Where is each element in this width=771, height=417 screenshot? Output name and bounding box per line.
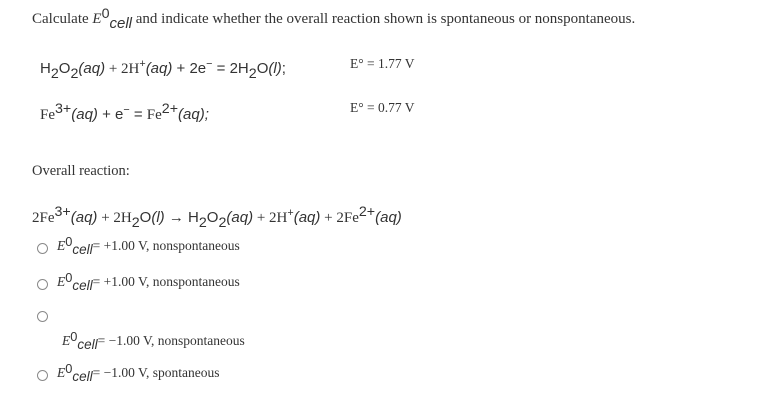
option-1-ecell: E0cell bbox=[57, 233, 93, 258]
option-2-radio[interactable] bbox=[37, 279, 48, 290]
half-reaction-2: Fe3+(aq) + e− = Fe2+(aq); bbox=[40, 100, 209, 123]
option-4-radio[interactable] bbox=[37, 370, 48, 381]
overall-reaction-label: Overall reaction: bbox=[32, 163, 130, 179]
option-4-label[interactable]: E0cell= −1.00 V, spontaneous bbox=[57, 360, 220, 385]
question-suffix: and indicate whether the overall reaction shown is spontaneous or nonspontaneous. bbox=[132, 11, 636, 27]
half-reaction-1-potential: E° = 1.77 V bbox=[350, 56, 415, 71]
option-1-label[interactable]: E0cell= +1.00 V, nonspontaneous bbox=[57, 233, 240, 258]
overall-reaction: 2Fe3+(aq) + 2H2O(l) → H2O2(aq) + 2H+(aq) + 2Fe2+(aq) bbox=[32, 203, 402, 231]
option-2-ecell: E0cell bbox=[57, 269, 93, 294]
question-prefix: Calculate bbox=[32, 11, 93, 27]
option-3-label[interactable]: E0cell= −1.00 V, nonspontaneous bbox=[62, 328, 245, 353]
ecell-symbol: E0cell bbox=[92, 6, 133, 32]
option-3-radio[interactable] bbox=[37, 311, 48, 322]
half-reaction-2-potential: E° = 0.77 V bbox=[350, 100, 415, 115]
option-4-ecell: E0cell bbox=[57, 360, 93, 385]
half-reaction-1: H2O2(aq) + 2H+(aq) + 2e− = 2H2O(l); bbox=[40, 58, 286, 82]
question-text bbox=[32, 6, 636, 32]
option-1-radio[interactable] bbox=[37, 243, 48, 254]
option-2-label[interactable]: E0cell= +1.00 V, nonspontaneous bbox=[57, 269, 240, 294]
option-3-ecell: E0cell bbox=[62, 328, 98, 353]
